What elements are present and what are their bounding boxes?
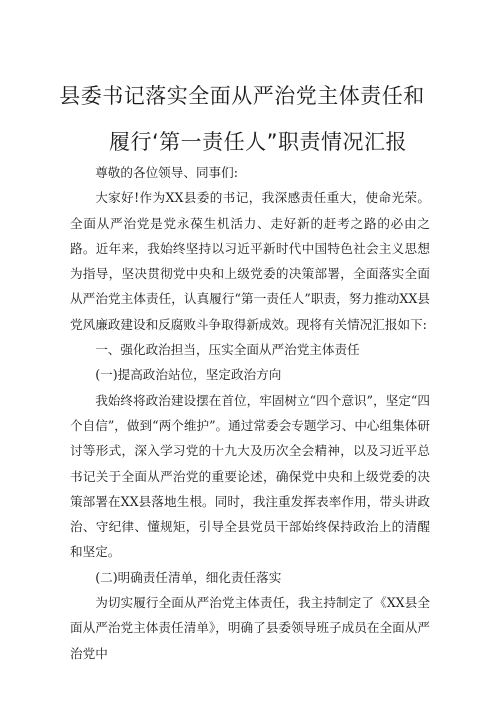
document-title-line-1: 县委书记落实全面从严治党主体责任和 xyxy=(59,84,425,108)
body-paragraph: 我始终将政治建设摆在首位，牢固树立“四个意识”，坚定“四个自信”，做到“两个维护”。通过常委会专题学习、中心组集体研讨等形式，深入学习党的十九大及历次全会精神，以及习近平总书记关于全面从严治党的重要论述，确保党中央和上级党委的决策部署在XX县落地生根。同时，我注重发挥表率作用，带头讲政治、守纪律、懂规矩，引导全县党员干部始终保持政治上的清醒和坚定。 xyxy=(70,392,430,560)
salutation: 尊敬的各位领导、同事们: xyxy=(95,165,238,180)
subsection-heading: (一)提高政治站位，坚定政治方向 xyxy=(95,367,282,383)
section-heading: 一、强化政治担当，压实全面从严治党主体责任 xyxy=(95,342,360,358)
document-title-line-2: 履行‘第一责任人”职责情况汇报 xyxy=(108,130,408,154)
document-body xyxy=(70,160,430,666)
subsection-heading: (二)明确责任清单，细化责任落实 xyxy=(95,569,282,585)
body-paragraph: 为切实履行全面从严治党主体责任，我主持制定了《XX县全面从严治党主体责任清单》，明确了县委领导班子成员在全面从严治党中 xyxy=(70,595,430,661)
body-paragraph: 大家好!作为XX县委的书记，我深感责任重大，使命光荣。全面从严治党是党永葆生机活力、走好新的赶考之路的必由之路。近年来，我始终坚持以习近平新时代中国特色社会主义思想为指导，坚决贯彻党中央和上级党委的决策部署，全面落实全面从严治党主体责任，认真履行“第一责任人”职责，努力推动XX县党风廉政建设和反腐败斗争取得新成效。现将有关情况汇报如下: xyxy=(70,190,430,332)
